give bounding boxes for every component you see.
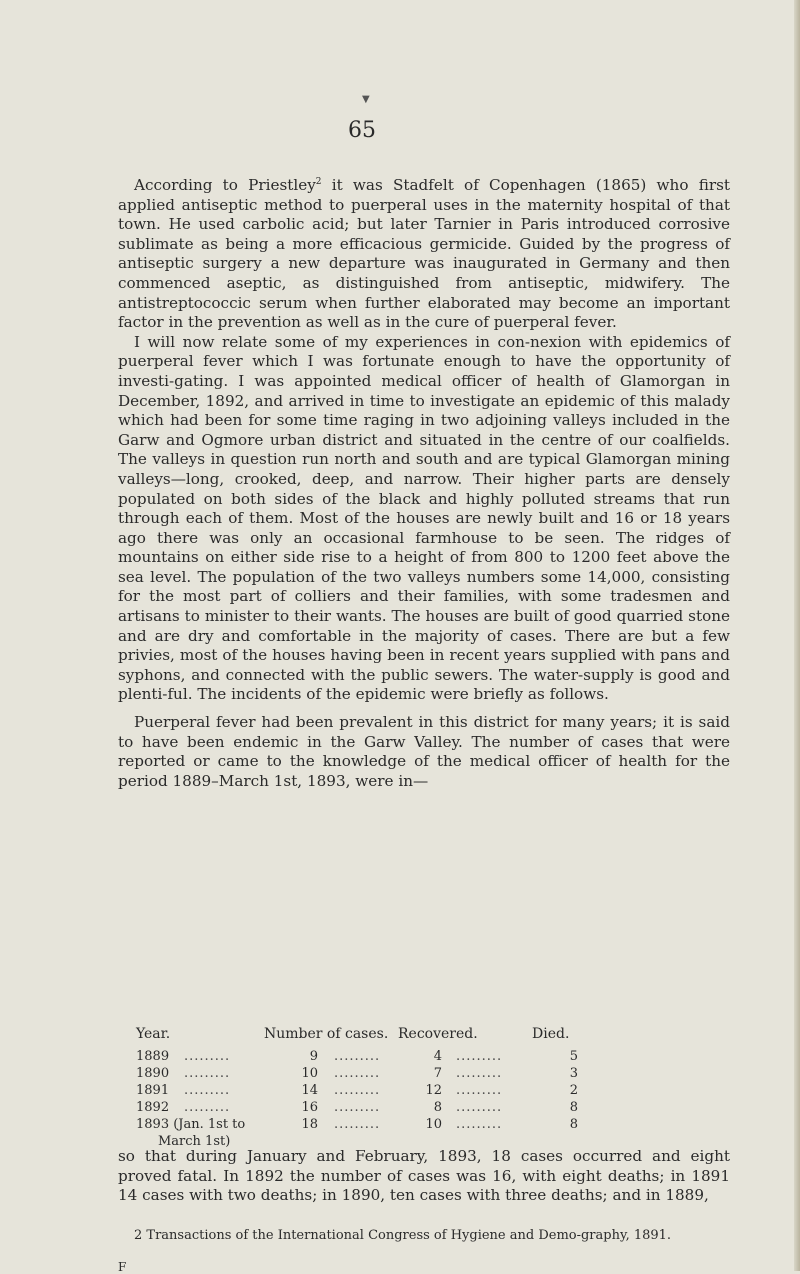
cell-year: 1890 [136,1066,170,1081]
leader-dots: ......... [334,1117,381,1132]
cell-year: 1889 [136,1049,170,1064]
after-table-text [118,1147,730,1206]
table-row [136,1099,736,1116]
paragraph-1: According to Priestley$^2$ it was Stadfelt of Copenhagen (1865) who first applied antiseptic method to puerperal uses in the maternity hospital of that town. He used carbolic acid; but later Tarnier in Paris introduced corrosive sublimate as being a more efficacious germicide. Guided by the progress of antiseptic surgery a new departure was inaugurated in Germany and then commenced aseptic, as distinguished from antiseptic, midwifery. The antistreptococcic serum when further elaborated may become an important factor in the prevention as well as in the cure of puerperal fever. [118,176,730,332]
table-header [136,1026,736,1048]
cell-died: 3 [569,1066,578,1081]
leader-dots: ......... [334,1100,381,1115]
leader-dots: ......... [456,1100,503,1115]
table-body [136,1048,736,1133]
leader-dots: ......... [184,1083,231,1098]
leader-dots: ......... [334,1049,381,1064]
cell-recovered: 8 [433,1100,442,1115]
cell-recovered: 7 [433,1066,442,1081]
leader-dots: ......... [456,1083,503,1098]
leader-dots: ......... [184,1049,231,1064]
footnote [118,1228,730,1244]
cases-table [136,1026,736,1150]
cell-died: 5 [569,1049,578,1064]
cell-cases: 9 [309,1049,318,1064]
cell-year: 1893 (Jan. 1st to [136,1117,246,1132]
body-text [118,176,730,791]
cell-year: 1891 [136,1083,170,1098]
cell-cases: 16 [301,1100,318,1115]
cell-cases: 14 [301,1083,318,1098]
print-mark: ▼ [362,94,370,105]
table-row [136,1082,736,1099]
cell-died: 8 [569,1117,578,1132]
leader-dots: ......... [456,1049,503,1064]
signature-mark: F [118,1260,127,1274]
cell-year: 1892 [136,1100,170,1115]
paragraph-4: so that during January and February, 1893, 18 cases occurred and eight proved fatal. In 1892 the number of cases was 16, with eight deaths; in 1891 14 cases with two deaths; in 1890, ten cases with three deaths; and in 1889, [118,1147,730,1205]
table-row [136,1048,736,1065]
cell-died: 8 [569,1100,578,1115]
cell-died: 2 [569,1083,578,1098]
cell-cases: 10 [301,1066,318,1081]
leader-dots: ......... [456,1066,503,1081]
cell-recovered: 12 [425,1083,442,1098]
leader-dots: ......... [184,1100,231,1115]
table-row [136,1065,736,1082]
header-died: Died. [532,1026,570,1042]
continuation-label: March 1st) [158,1134,231,1149]
leader-dots: ......... [184,1066,231,1081]
footnote-text: 2 Transactions of the International Congress of Hygiene and Demo-graphy, 1891. [134,1228,672,1243]
header-cases: Number of cases. [264,1026,389,1042]
page-edge-shadow [794,0,800,1271]
leader-dots: ......... [334,1083,381,1098]
paragraph-3: Puerperal fever had been prevalent in this district for many years; it is said to have been endemic in the Garw Valley. The number of cases that were reported or came to the knowledge of the medical officer of health for the period 1889–March 1st, 1893, were in— [118,713,730,790]
leader-dots: ......... [456,1117,503,1132]
page-number: 65 [348,118,376,143]
table-row [136,1116,736,1133]
cell-cases: 18 [301,1117,318,1132]
header-year: Year. [136,1026,171,1042]
header-recovered: Recovered. [398,1026,478,1042]
leader-dots: ......... [334,1066,381,1081]
paragraph-2: I will now relate some of my experiences in con-nexion with epidemics of puerperal fever which I was fortunate enough to have the opportunity of investi-gating. I was appointed medical officer of health of Glamorgan in December, 1892, and arrived in time to investigate an epidemic of this malady which had been for some time raging in two adjoining valleys included in the Garw and Ogmore urban district and situated in the centre of our coalfields. The valleys in question run north and south and are typical Glamorgan mining valleys—long, crooked, deep, and narrow. Their higher parts are densely populated on both sides of the black and highly polluted streams that run through each of them. Most of the houses are newly built and 16 or 18 years ago there was only an occasional farmhouse to be seen. The ridges of mountains on either side rise to a height of from 800 to 1200 feet above the sea level. The population of the two valleys numbers some 14,000, consisting for the most part of colliers and their families, with some tradesmen and artisans to minister to their wants. The houses are built of good quarried stone and are dry and comfortable in the majority of cases. There are but a few privies, most of the houses having been in recent years supplied with pans and syphons, and connected with the public sewers. The water-supply is good and plenti-ful. The incidents of the epidemic were briefly as follows. [118,332,730,704]
footnote-ref: 2 [315,176,322,187]
cell-recovered: 10 [425,1117,442,1132]
cell-recovered: 4 [433,1049,442,1064]
